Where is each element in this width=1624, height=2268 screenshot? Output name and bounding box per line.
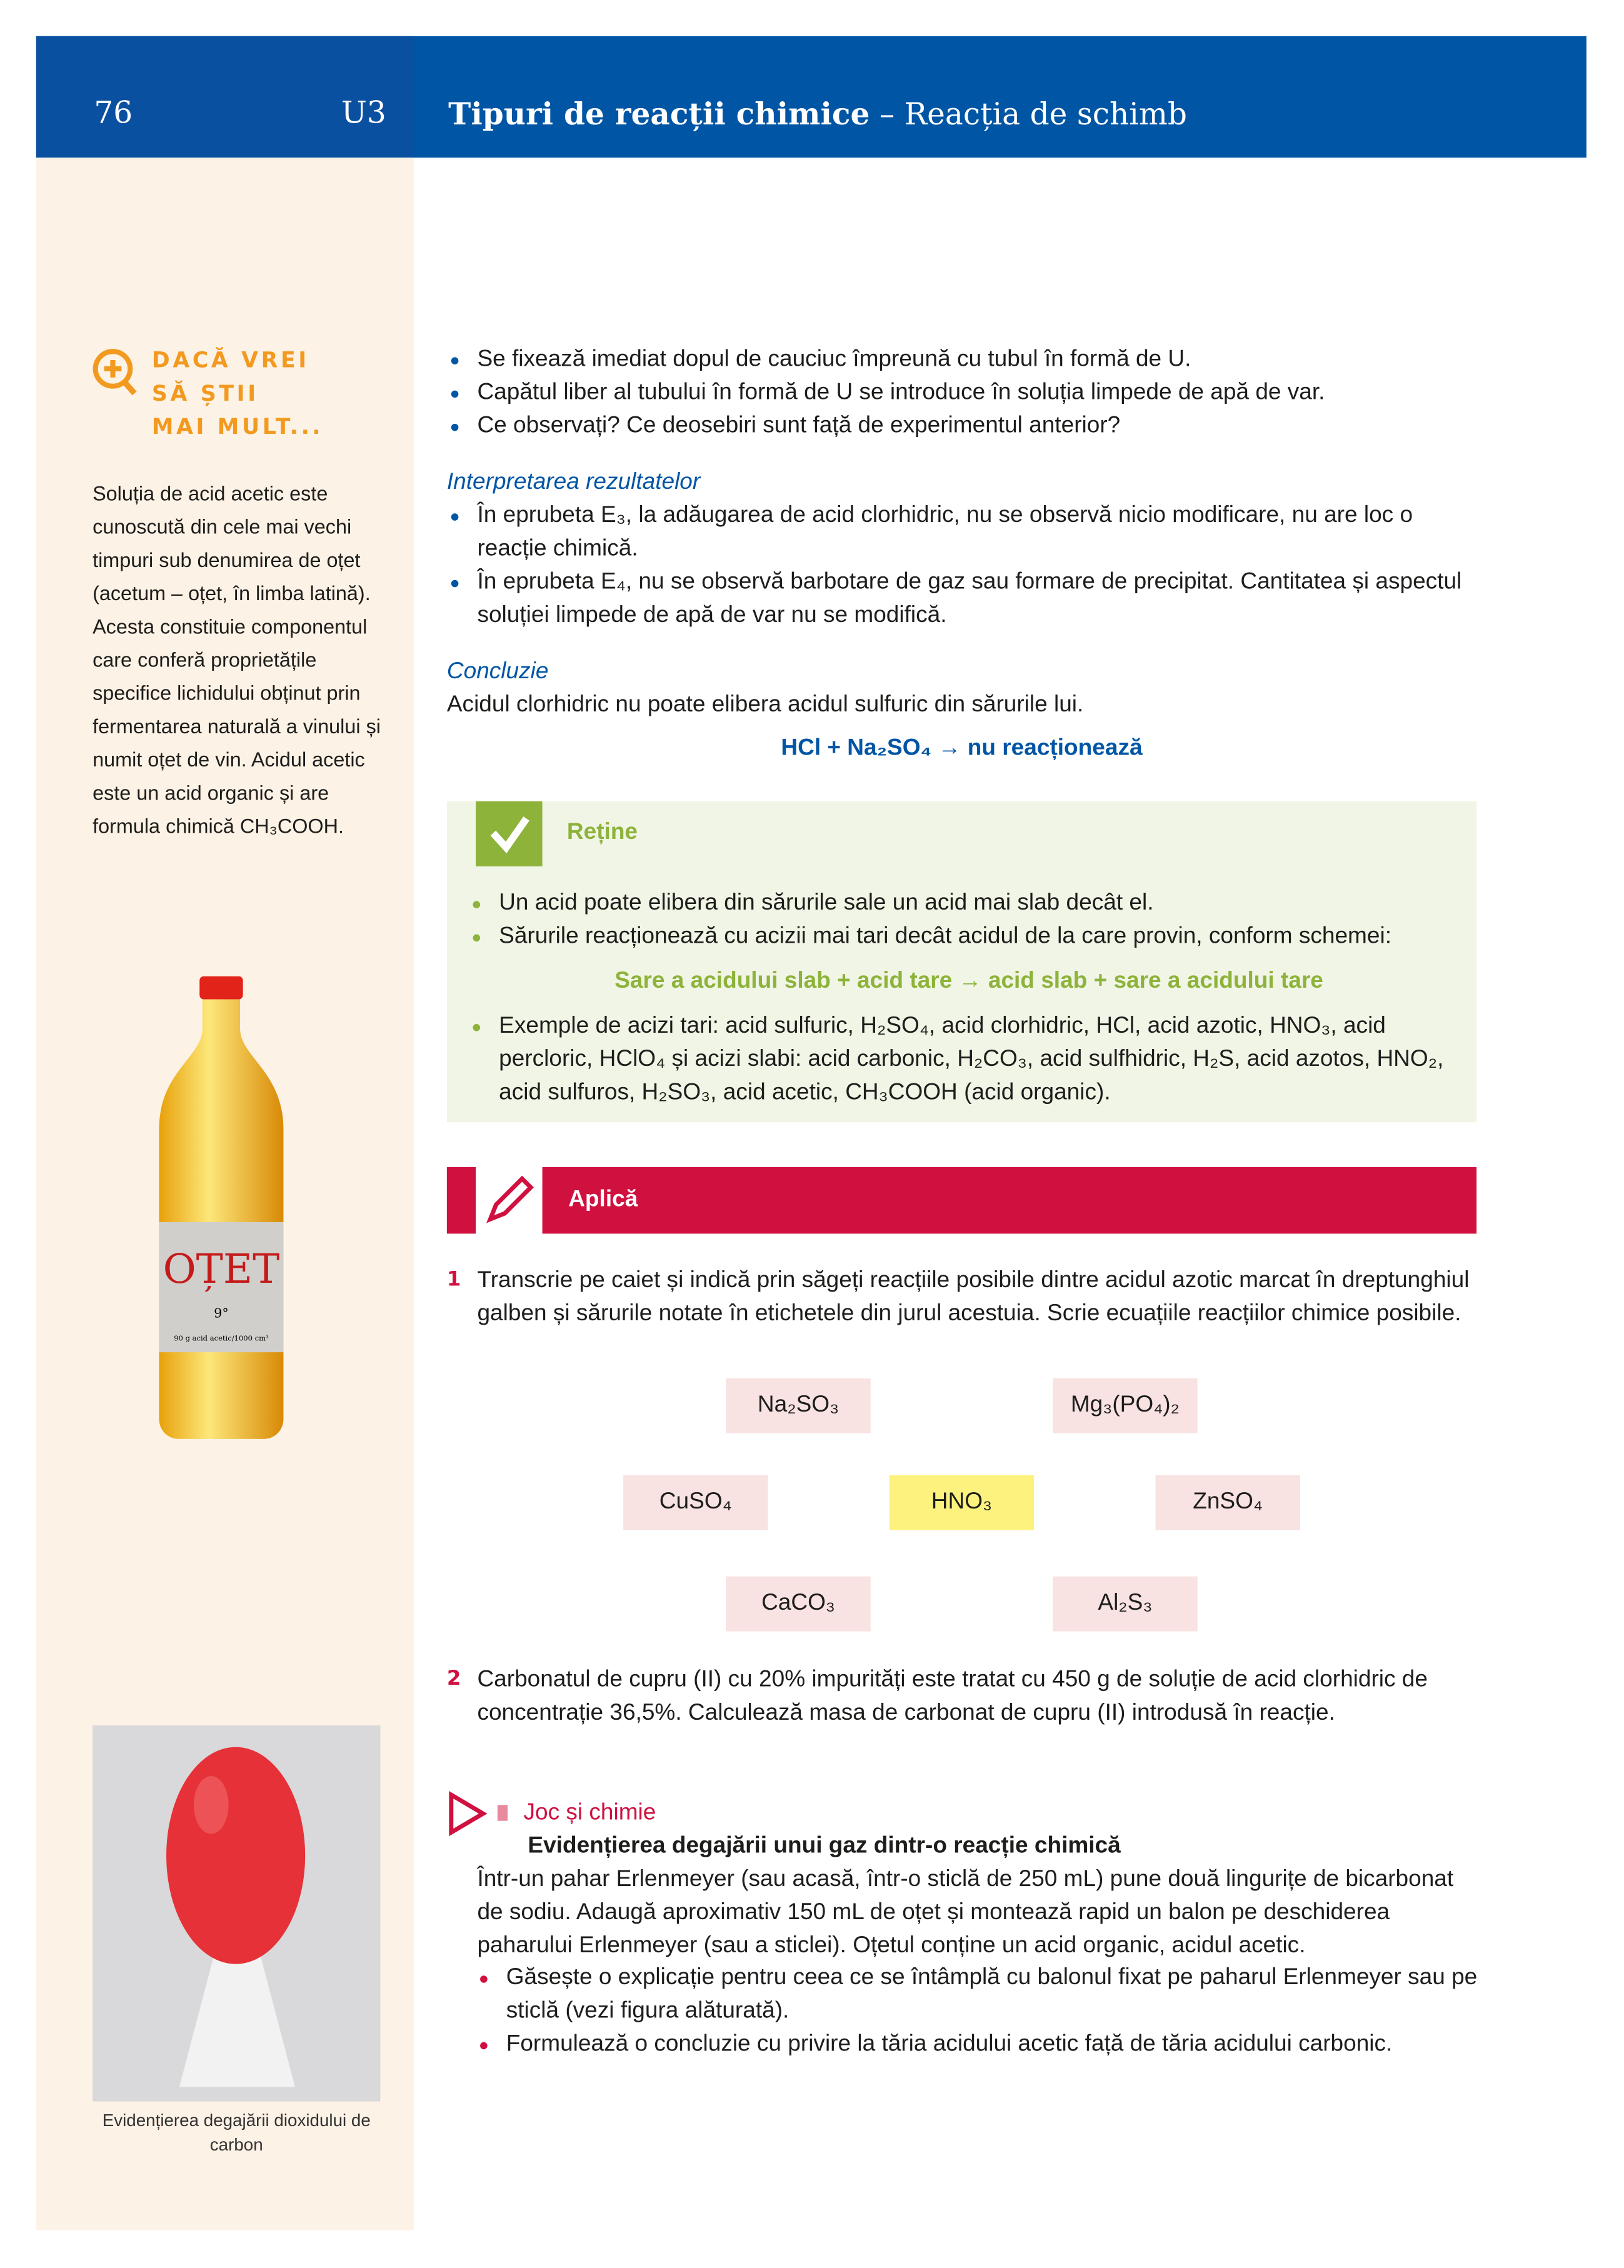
salt-box-al2s3: Al₂S₃ xyxy=(1053,1577,1197,1632)
conclusion-text: Acidul clorhidric nu poate elibera acidul sulfuric din sărurile lui. xyxy=(446,693,1084,718)
joc-label: Joc și chimie xyxy=(523,1800,656,1825)
check-icon xyxy=(476,801,542,866)
list-item: În eprubeta E₃, la adăugarea de acid clorhidric, nu se observă nicio modificare, nu are loc o reacție chimică. xyxy=(448,499,1478,565)
heading-line: DACĂ VREI xyxy=(151,347,309,373)
exercise-text: Carbonatul de cupru (II) cu 20% impurități este tratat cu 450 g de soluție de acid clorhidric de concentrație 36,5%. Calculează masa de carbonat de cupru (II) introdusă în reacție. xyxy=(477,1667,1428,1726)
play-icon xyxy=(447,1790,516,1837)
interpretation-bullets xyxy=(448,499,1478,632)
salt-box-cuso4: CuSO₄ xyxy=(623,1475,768,1530)
list-item: Se fixează imediat dopul de cauciuc împreună cu tubul în formă de U. xyxy=(448,343,1478,376)
bottle-label: OȚET xyxy=(163,1246,280,1293)
salt-box-mg3po42: Mg₃(PO₄)₂ xyxy=(1053,1378,1197,1433)
exercise-number: 2 xyxy=(446,1667,461,1691)
balloon-experiment-photo xyxy=(93,1725,380,2102)
retine-scheme: Sare a acidului slab + acid tare → acid slab + sare a acidului tare xyxy=(614,969,1323,994)
aplica-title: Aplică xyxy=(568,1187,638,1212)
title-sub: – Reacția de schimb xyxy=(870,97,1188,132)
conclusion-heading: Concluzie xyxy=(446,659,549,685)
acid-box-hno3: HNO₃ xyxy=(890,1475,1034,1530)
vinegar-bottle-image xyxy=(153,976,289,1442)
exercise-number: 1 xyxy=(446,1268,461,1292)
list-item: Capătul liber al tubului în formă de U se introduce în soluția limpede de apă de var. xyxy=(448,376,1478,409)
retine-bullets xyxy=(470,886,1468,953)
list-item: Exemple de acizi tari: acid sulfuric, H₂SO₄, acid clorhidric, HCl, acid azotic, HNO₃, acid percloric, HClO₄ și acizi slabi: acid carbonic, H₂CO₃, acid sulfhidric, H₂S, acid azotos, HNO₂, acid sulfuros, H₂SO₃, acid acetic, CH₃COOH (acid organic). xyxy=(470,1010,1468,1110)
heading-line: MAI MULT... xyxy=(151,413,324,440)
joc-bullets xyxy=(477,1961,1478,2061)
salt-box-na2so3: Na₂SO₃ xyxy=(726,1378,870,1433)
sidebar-text: Soluția de acid acetic este cunoscută din cele mai vechi timpuri sub denumirea de oțet (acetum – oțet, în limba latină). Acesta constituie componentul care conferă proprietățile specifice lichidului obținut prin fermentarea naturală a vinului și numit oțet de vin. Acidul acetic este un acid organic și are formula chimică CH₃COOH. xyxy=(93,481,381,838)
bottle-degree: 9° xyxy=(214,1305,229,1321)
aplica-marker xyxy=(447,1167,476,1233)
joc-text: Într-un pahar Erlenmeyer (sau acasă, într-o sticlă de 250 mL) pune două lingurițe de bicarbonat de sodiu. Adaugă aproximativ 150 mL de oțet și montează rapid un balon pe deschiderea paharului Erlenmeyer (sau a sticlei). Oțetul conține un acid organic, acidul acetic. xyxy=(477,1867,1454,1959)
list-item: În eprubeta E₄, nu se observă barbotare de gaz sau formare de precipitat. Cantitatea și aspectul soluției limpede de apă de var nu se modifică. xyxy=(448,566,1478,632)
joc-subtitle: Evidențierea degajării unui gaz dintr-o reacție chimică xyxy=(528,1834,1121,1859)
list-item: Găsește o explicație pentru ceea ce se întâmplă cu balonul fixat pe paharul Erlenmeyer sau pe sticlă (vezi figura alăturată). xyxy=(477,1961,1478,2027)
page-title xyxy=(448,96,1187,132)
magnifier-plus-icon xyxy=(89,347,141,405)
unit-label: U3 xyxy=(341,95,386,131)
heading-line: SĂ ȘTII xyxy=(151,380,259,407)
pencil-icon xyxy=(479,1170,539,1231)
list-item: Ce observați? Ce deosebiri sunt față de experimentul anterior? xyxy=(448,409,1478,443)
photo-caption: Evidențierea degajării dioxidului de carbon xyxy=(102,2110,371,2155)
exercise-text: Transcrie pe caiet și indică prin săgeți reacțiile posibile dintre acidul azotic marcat în dreptunghiul galben și sărurile notate în etichetele din jurul acestuia. Scrie ecuațiile reacțiilor chimice posibile. xyxy=(477,1268,1470,1327)
salt-box-caco3: CaCO₃ xyxy=(726,1577,870,1632)
list-item: Un acid poate elibera din sărurile sale un acid mai slab decât el. xyxy=(470,886,1468,920)
aplica-bar xyxy=(543,1167,1477,1233)
bottle-small: 90 g acid acetic/1000 cm³ xyxy=(174,1333,269,1343)
title-main: Tipuri de reacții chimice xyxy=(448,95,870,132)
sidebar-heading xyxy=(152,344,323,444)
list-item: Sărurile reacționează cu acizii mai tari decât acidul de la care provin, conform schemei: xyxy=(470,920,1468,953)
retine-title: Reține xyxy=(566,820,638,845)
retine-examples xyxy=(470,1010,1468,1110)
page-number: 76 xyxy=(94,95,133,131)
list-item: Formulează o concluzie cu privire la tăria acidului acetic față de tăria acidului carbonic. xyxy=(477,2028,1478,2061)
conclusion-equation: HCl + Na₂SO₄ → nu reacționează xyxy=(781,736,1143,761)
salt-box-znso4: ZnSO₄ xyxy=(1155,1475,1300,1530)
interpretation-heading: Interpretarea rezultatelor xyxy=(446,469,701,495)
top-bullets xyxy=(448,343,1478,443)
